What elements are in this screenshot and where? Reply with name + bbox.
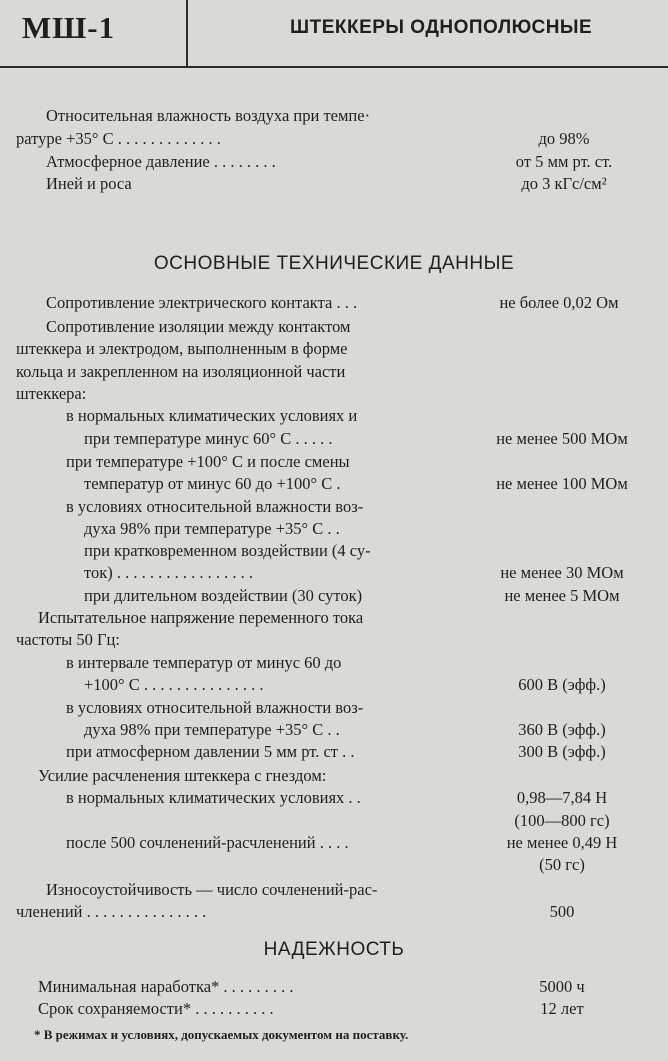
wear-value: 500 bbox=[549, 902, 575, 921]
fafter-value-si: не менее 0,49 Н bbox=[506, 833, 618, 852]
frost-value: до 3 кГс/см² bbox=[521, 174, 607, 193]
long-label: при длительном воздействии (30 суток) bbox=[84, 586, 363, 605]
contact-label: Сопротивление электрического контакта . . . bbox=[46, 293, 358, 312]
product-title: ШТЕККЕРЫ ОДНОПОЛЮСНЫЕ bbox=[290, 17, 593, 38]
vatm-value: 300 В (эфф.) bbox=[518, 742, 606, 761]
pressure-value: от 5 мм рт. ст. bbox=[515, 152, 613, 171]
header-divider bbox=[186, 0, 188, 66]
storage-value: 12 лет bbox=[540, 999, 584, 1018]
fnorm-value-si: 0,98—7,84 Н bbox=[516, 788, 608, 807]
mtbf-label: Минимальная наработка* . . . . . . . . . bbox=[38, 977, 294, 996]
footnote: * В режимах и условиях, допускаемых документом на поставку. bbox=[34, 1027, 409, 1042]
fnorm-label: в нормальных климатических условиях . . bbox=[66, 788, 361, 807]
after-line-1: при температуре +100° С и после смены bbox=[66, 452, 350, 471]
vatm-label: при атмосферном давлении 5 мм рт. ст . . bbox=[66, 742, 355, 761]
vhum-value: 360 В (эфф.) bbox=[518, 720, 606, 739]
tech-data-heading: ОСНОВНЫЕ ТЕХНИЧЕСКИЕ ДАННЫЕ bbox=[153, 253, 515, 274]
fnorm-value-gs: (100—800 гс) bbox=[514, 811, 610, 830]
fafter-label: после 500 сочленений-расчленений . . . . bbox=[66, 833, 349, 852]
humid-line-2: духа 98% при температуре +35° С . . bbox=[84, 519, 340, 538]
product-code: МШ-1 bbox=[22, 10, 116, 45]
wear-line-2: членений . . . . . . . . . . . . . . . bbox=[16, 902, 207, 921]
after-line-2: температур от минус 60 до +100° С . bbox=[84, 474, 341, 493]
humidity-value: до 98% bbox=[538, 129, 590, 148]
contact-value: не более 0,02 Ом bbox=[499, 293, 619, 312]
range-line-1: в интервале температур от минус 60 до bbox=[66, 653, 342, 672]
range-line-2: +100° С . . . . . . . . . . . . . . . bbox=[84, 675, 264, 694]
test-line-2: частоты 50 Гц: bbox=[16, 630, 120, 649]
force-label: Усилие расчленения штеккера с гнездом: bbox=[38, 766, 327, 785]
frost-label: Иней и роса bbox=[46, 174, 132, 193]
pressure-label: Атмосферное давление . . . . . . . . bbox=[46, 152, 276, 171]
humidity-line-2: ратуре +35° С . . . . . . . . . . . . . bbox=[16, 129, 221, 148]
mtbf-value: 5000 ч bbox=[539, 977, 585, 996]
vhum-line-2: духа 98% при температуре +35° С . . bbox=[84, 720, 340, 739]
fafter-value-gs: (50 гс) bbox=[539, 855, 585, 874]
short-value: не менее 30 МОм bbox=[500, 563, 624, 582]
insulation-line-4: штеккера: bbox=[16, 384, 87, 403]
wear-line-1: Износоустойчивость — число сочленений-рас- bbox=[46, 880, 378, 899]
normal-line-1: в нормальных климатических условиях и bbox=[66, 406, 358, 425]
page-header bbox=[0, 0, 668, 66]
normal-value: не менее 500 МОм bbox=[496, 429, 628, 448]
short-line-2: ток) . . . . . . . . . . . . . . . . . bbox=[84, 563, 254, 582]
normal-line-2: при температуре минус 60° С . . . . . bbox=[84, 429, 333, 448]
vhum-line-1: в условиях относительной влажности воз- bbox=[66, 698, 364, 717]
storage-label: Срок сохраняемости* . . . . . . . . . . bbox=[38, 999, 274, 1018]
long-value: не менее 5 МОм bbox=[504, 586, 620, 605]
after-value: не менее 100 МОм bbox=[496, 474, 628, 493]
header-rule bbox=[0, 66, 668, 68]
range-value: 600 В (эфф.) bbox=[518, 675, 606, 694]
short-line-1: при кратковременном воздействии (4 су- bbox=[84, 541, 371, 560]
insulation-line-3: кольца и закрепленном на изоляционной части bbox=[16, 362, 346, 381]
insulation-line-2: штеккера и электродом, выполненным в форме bbox=[16, 339, 348, 358]
insulation-line-1: Сопротивление изоляции между контактом bbox=[46, 317, 351, 336]
reliability-heading: НАДЕЖНОСТЬ bbox=[263, 939, 405, 960]
humidity-line-1: Относительная влажность воздуха при темпе· bbox=[46, 106, 371, 125]
humid-line-1: в условиях относительной влажности воз- bbox=[66, 497, 364, 516]
test-line-1: Испытательное напряжение переменного тока bbox=[38, 608, 364, 627]
